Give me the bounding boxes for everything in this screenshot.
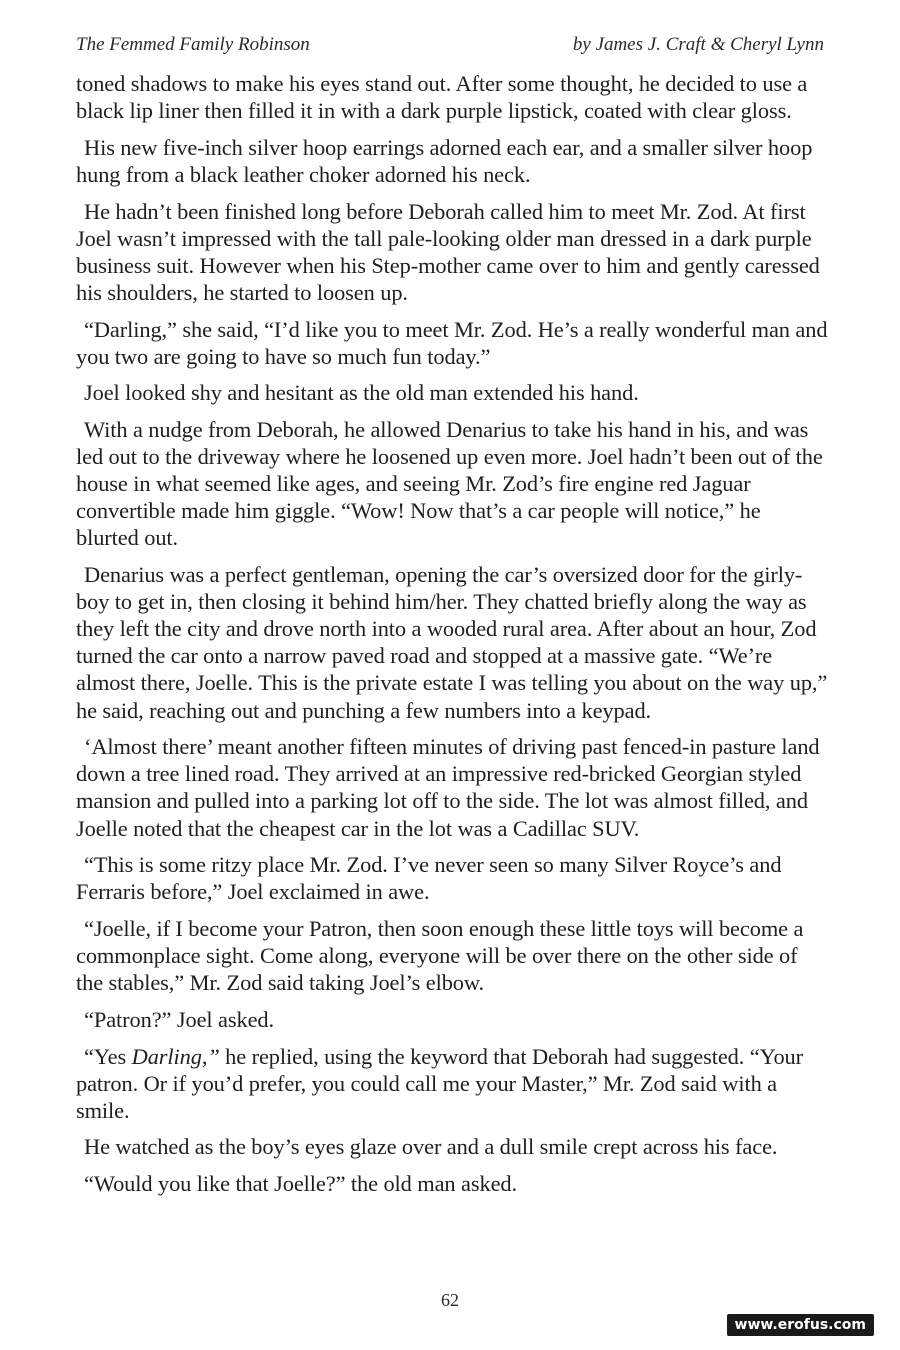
paragraph: ‘Almost there’ meant another fifteen minutes of driving past fenced-in pasture land down a tree lined road. They arrived at an impressive red-bricked Georgian styled mansion and pulled into a parking lot off to the side. The lot was almost filled, and Joelle noted that the cheapest car in the lot was a Cadillac SUV. bbox=[76, 734, 820, 841]
watermark-badge: www.erofus.com bbox=[727, 1314, 874, 1336]
paragraph-text: “Yes bbox=[84, 1043, 132, 1069]
paragraph: “Would you like that Joelle?” the old man asked. bbox=[84, 1171, 517, 1197]
paragraph: Denarius was a perfect gentleman, opening the car’s oversized door for the girly-boy to get in, then closing it behind him/her. They chatted briefly along the way as they left the city and drove north into a wooded rural area. After about an hour, Zod turned the car onto a narrow paved road and stopped at a massive gate. “We’re almost there, Joelle. This is the private estate I was telling you about on the way up,” he said, reaching out and punching a few numbers into a keypad. bbox=[76, 562, 828, 723]
paragraph: “Darling,” she said, “I’d like you to meet Mr. Zod. He’s a really wonderful man and you two are going to have so much fun today.” bbox=[76, 316, 828, 369]
paragraph: “Patron?” Joel asked. bbox=[84, 1006, 275, 1032]
book-authors: by James J. Craft & Cheryl Lynn bbox=[572, 34, 824, 55]
book-title: The Femmed Family Robinson bbox=[76, 34, 310, 55]
running-header bbox=[76, 34, 824, 60]
paragraph: “Joelle, if I become your Patron, then soon enough these little toys will become a commonplace sight. Come along, everyone will be over there on the other side of the stables,” Mr. Zod said taking Joel’s elbow. bbox=[76, 915, 804, 996]
page-number: 62 bbox=[441, 1290, 459, 1310]
paragraph: His new five-inch silver hoop earrings adorned each ear, and a smaller silver hoop hung from a black leather choker adorned his neck. bbox=[76, 134, 813, 187]
paragraph-text: he replied, using the keyword that Deborah had suggested. “Your patron. Or if you’d prefer, you could call me your Master,” Mr. Zod said with a smile. bbox=[76, 1043, 803, 1123]
paragraph: He hadn’t been finished long before Deborah called him to meet Mr. Zod. At first Joel wasn’t impressed with the tall pale-looking older man dressed in a dark purple business suit. However when his Step-mother came over to him and gently caressed his shoulders, he started to loosen up. bbox=[76, 198, 820, 305]
paragraph: toned shadows to make his eyes stand out. After some thought, he decided to use a black lip liner then filled it in with a dark purple lipstick, coated with clear gloss. bbox=[76, 71, 808, 124]
paragraph: He watched as the boy’s eyes glaze over and a dull smile crept across his face. bbox=[84, 1134, 778, 1160]
paragraph: With a nudge from Deborah, he allowed Denarius to take his hand in his, and was led out to the driveway where he loosened up even more. Joel hadn’t been out of the house in what seemed like ages, and seeing Mr. Zod’s fire engine red Jaguar convertible made him giggle. “Wow! Now that’s a car people will notice,” he blurted out. bbox=[76, 417, 823, 551]
paragraph: Joel looked shy and hesitant as the old man extended his hand. bbox=[84, 380, 639, 406]
paragraph: “This is some ritzy place Mr. Zod. I’ve never seen so many Silver Royce’s and Ferraris before,” Joel exclaimed in awe. bbox=[76, 852, 782, 905]
body-text bbox=[76, 70, 828, 1207]
paragraph-darling bbox=[76, 1043, 828, 1124]
emphasis-text: Darling,” bbox=[131, 1043, 220, 1069]
